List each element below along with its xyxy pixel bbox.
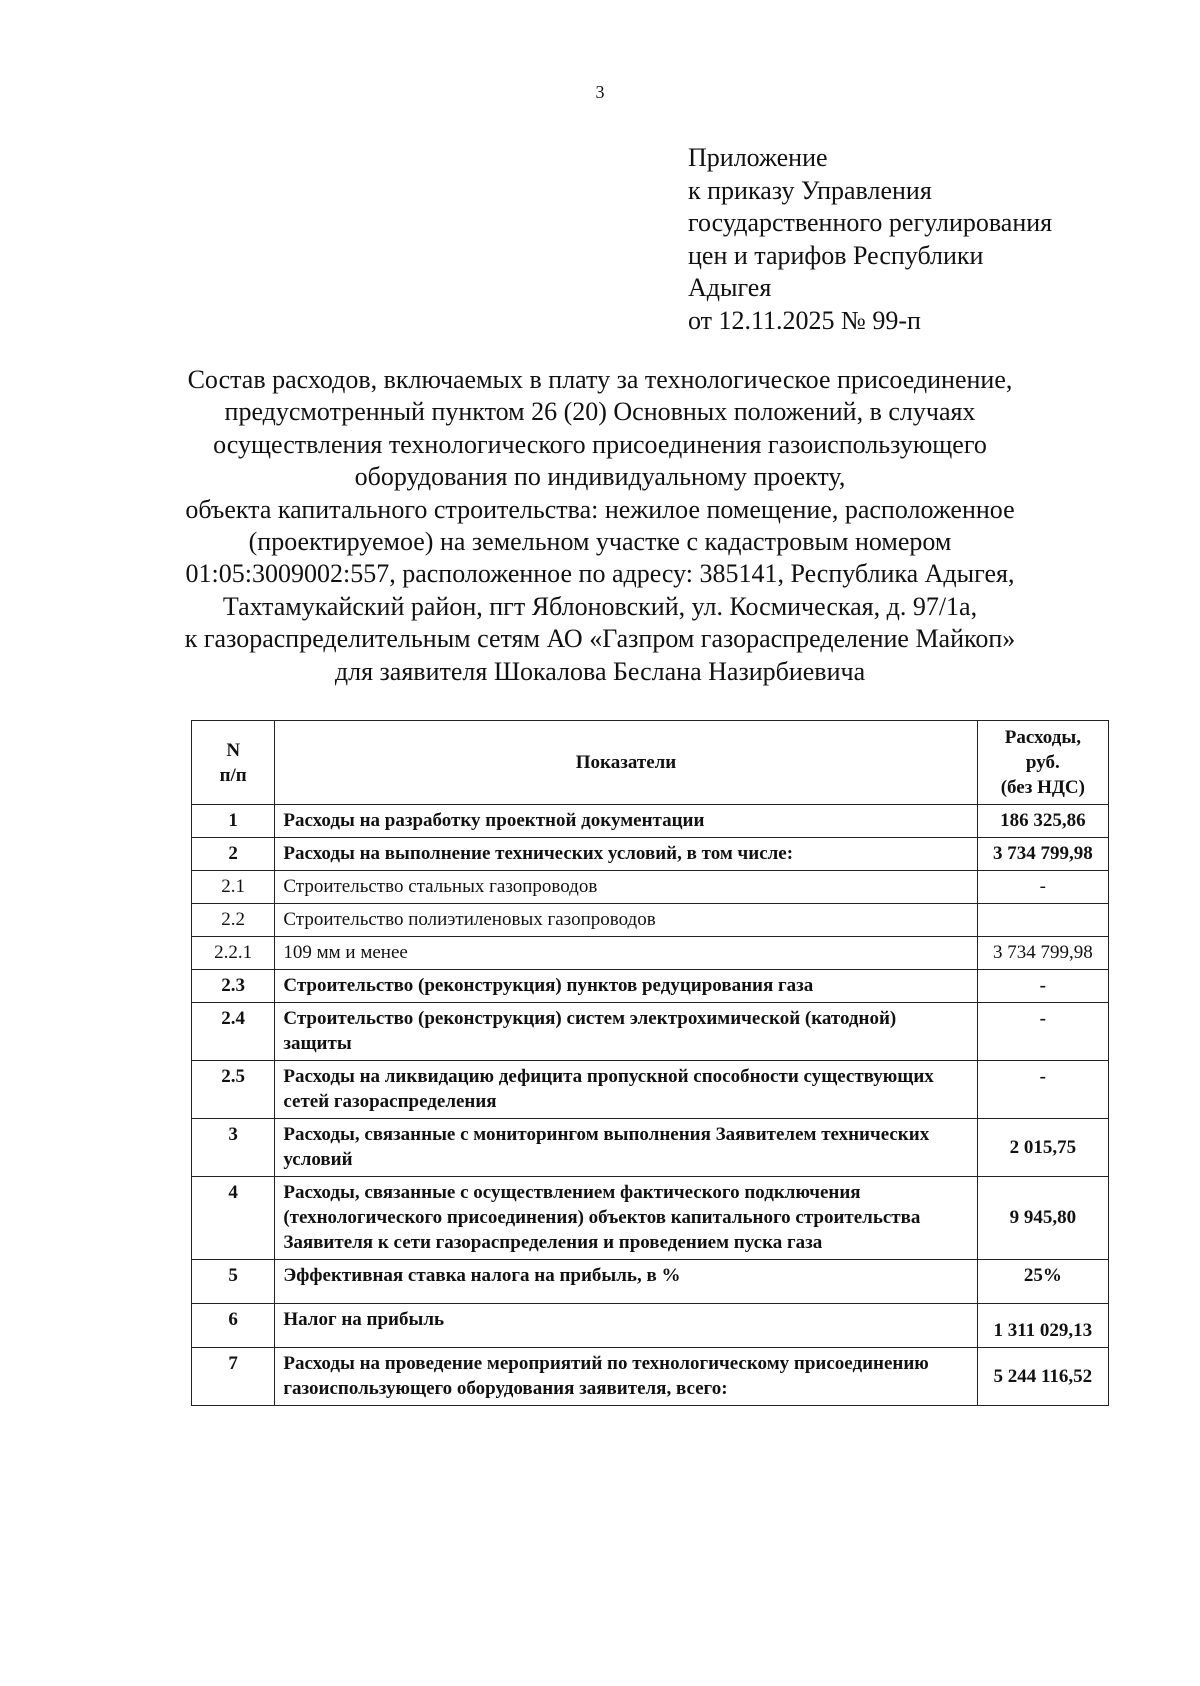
row-indicator: Строительство стальных газопроводов <box>275 871 977 904</box>
row-value: - <box>977 1061 1108 1119</box>
row-number: 2.4 <box>192 1003 275 1061</box>
table-row <box>192 871 1109 904</box>
table-row <box>192 1119 1109 1177</box>
title-line: для заявителя Шокалова Беслана Назирбиевича <box>334 656 866 686</box>
appendix-line: от 12.11.2025 № 99-п <box>688 305 921 335</box>
row-number: 2.5 <box>192 1061 275 1119</box>
title-line: осуществления технологического присоединения газоиспользующего <box>213 429 987 459</box>
appendix-block <box>688 142 1168 337</box>
row-number: 2.1 <box>192 871 275 904</box>
title-line: Тахтамукайский район, пгт Яблоновский, ул. Космическая, д. 97/1а, <box>222 591 978 621</box>
table-row <box>192 1348 1109 1406</box>
row-value: 186 325,86 <box>977 805 1108 838</box>
appendix-line: к приказу Управления <box>688 175 932 205</box>
title-line: объекта капитального строительства: нежилое помещение, расположенное <box>185 494 1015 524</box>
row-number: 4 <box>192 1177 275 1260</box>
row-value: 1 311 029,13 <box>977 1304 1108 1348</box>
table-row <box>192 937 1109 970</box>
header-number <box>192 721 275 805</box>
header-value-line: Расходы, <box>1004 727 1081 748</box>
row-indicator: Расходы, связанные с мониторингом выполнения Заявителем технических условий <box>275 1119 977 1177</box>
row-indicator: Эффективная ставка налога на прибыль, в % <box>275 1260 977 1304</box>
row-value: 25% <box>977 1260 1108 1304</box>
row-value <box>977 904 1108 937</box>
table-row <box>192 805 1109 838</box>
title-line: (проектируемое) на земельном участке с кадастровым номером <box>248 527 952 557</box>
appendix-line: Приложение <box>688 143 828 172</box>
header-value-line: руб. <box>1025 752 1060 773</box>
row-value: - <box>977 970 1108 1003</box>
appendix-line: Адыгея <box>688 273 772 302</box>
table-header-row <box>192 721 1109 805</box>
header-value <box>977 721 1108 805</box>
table-row <box>192 838 1109 871</box>
table-row <box>192 904 1109 937</box>
table-row <box>192 1260 1109 1304</box>
title-line: 01:05:3009002:557, расположенное по адресу: 385141, Республика Адыгея, <box>185 559 1015 589</box>
row-indicator: Расходы на разработку проектной документации <box>275 805 977 838</box>
costs-table <box>191 720 1109 1406</box>
row-indicator: 109 мм и менее <box>275 937 977 970</box>
row-number: 2.3 <box>192 970 275 1003</box>
appendix-line: государственного регулирования <box>688 208 1053 237</box>
title-line: к газораспределительным сетям АО «Газпром газораспределение Майкоп» <box>184 624 1016 654</box>
row-indicator: Строительство (реконструкция) систем электрохимической (катодной) защиты <box>275 1003 977 1061</box>
row-value: - <box>977 871 1108 904</box>
table-row <box>192 970 1109 1003</box>
appendix-line: цен и тарифов Республики <box>688 240 984 270</box>
row-number: 2.2.1 <box>192 937 275 970</box>
title-line: предусмотренный пунктом 26 (20) Основных положений, в случаях <box>224 397 976 427</box>
title-line: оборудования по индивидуальному проекту, <box>354 462 846 492</box>
row-number: 6 <box>192 1304 275 1348</box>
row-indicator: Расходы на проведение мероприятий по технологическому присоединению газоиспользующего оборудования заявителя, всего: <box>275 1348 977 1406</box>
title-line: Состав расходов, включаемых в плату за технологическое присоединение, <box>187 365 1013 394</box>
row-indicator: Расходы на ликвидацию дефицита пропускной способности существующих сетей газораспределения <box>275 1061 977 1119</box>
page-number: 3 <box>595 82 605 102</box>
table-row <box>192 1003 1109 1061</box>
row-value: 3 734 799,98 <box>977 937 1108 970</box>
header-number-line: п/п <box>219 764 247 786</box>
row-value: - <box>977 1003 1108 1061</box>
header-indicator: Показатели <box>275 721 977 805</box>
row-indicator: Строительство полиэтиленовых газопроводов <box>275 904 977 937</box>
row-number: 7 <box>192 1348 275 1406</box>
row-number: 2 <box>192 838 275 871</box>
row-value: 9 945,80 <box>977 1177 1108 1260</box>
row-value: 3 734 799,98 <box>977 838 1108 871</box>
row-indicator: Строительство (реконструкция) пунктов редуцирования газа <box>275 970 977 1003</box>
row-number: 1 <box>192 805 275 838</box>
row-indicator: Налог на прибыль <box>275 1304 977 1348</box>
header-number-line: N <box>226 739 241 761</box>
row-number: 2.2 <box>192 904 275 937</box>
document-title <box>150 364 1050 688</box>
table-row <box>192 1177 1109 1260</box>
row-number: 5 <box>192 1260 275 1304</box>
table-row <box>192 1061 1109 1119</box>
row-indicator: Расходы, связанные с осуществлением фактического подключения (технологического присоединения) объектов капитального строительства Заявителя к сети газораспределения и проведением пуска газа <box>275 1177 977 1260</box>
row-number: 3 <box>192 1119 275 1177</box>
row-value: 5 244 116,52 <box>977 1348 1108 1406</box>
row-value: 2 015,75 <box>977 1119 1108 1177</box>
table-row <box>192 1304 1109 1348</box>
row-indicator: Расходы на выполнение технических условий, в том числе: <box>275 838 977 871</box>
header-value-line: (без НДС) <box>1000 777 1085 798</box>
